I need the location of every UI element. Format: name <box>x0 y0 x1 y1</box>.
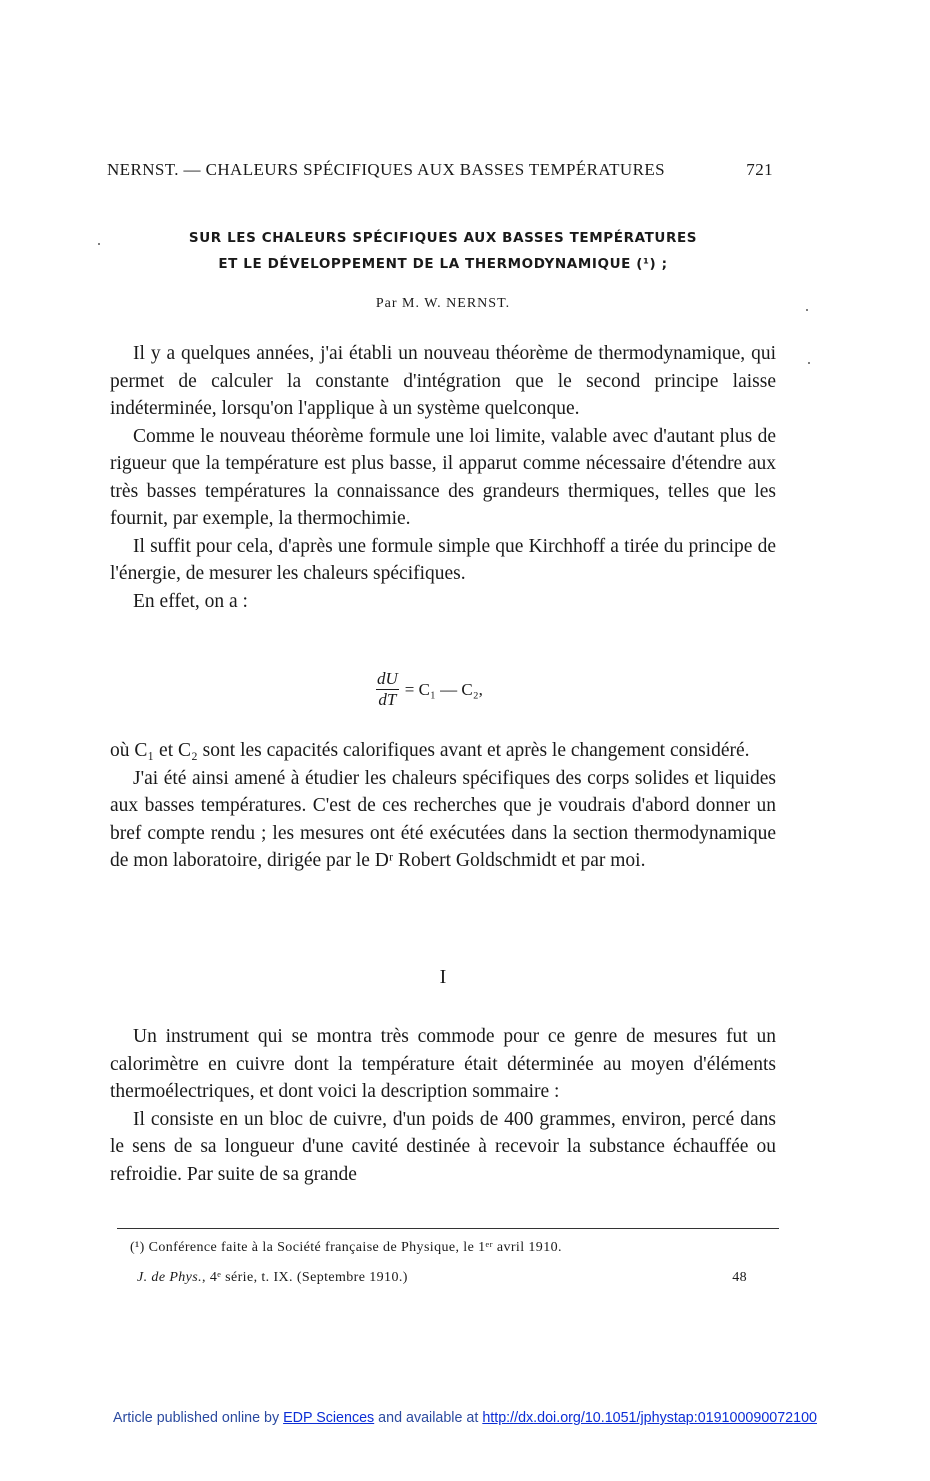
scan-speck <box>98 243 100 245</box>
scan-speck <box>808 362 810 364</box>
intro-paragraphs <box>110 340 776 615</box>
footnote-divider <box>117 1228 779 1229</box>
paragraph: Comme le nouveau théorème formule une loi limite, valable avec d'autant plus de rigueur que la température est plus basse, il apparut comme nécessaire d'étendre aux très basses températures la connaissance des grandeurs thermiques, telles que les fournit, par exemple, la thermochimie. <box>110 425 776 529</box>
journal-details: , 4ᵉ série, t. IX. (Septembre 1910.) <box>202 1270 408 1285</box>
scan-speck <box>806 309 808 311</box>
publisher-link[interactable]: EDP Sciences <box>283 1410 375 1426</box>
journal-name: J. de Phys. <box>137 1270 203 1285</box>
signature-number: 48 <box>732 1270 747 1285</box>
paragraph: Il consiste en un bloc de cuivre, d'un poids de 400 grammes, environ, percé dans le sens de sa longueur d'une cavité destinée à recevoir la substance échauffée ou refroidie. Par suite de sa grande <box>110 1108 776 1185</box>
paragraph: Il suffit pour cela, d'après une formule simple que Kirchhoff a tirée du principe de l'énergie, de mesurer les chaleurs spécifiques. <box>110 535 776 584</box>
running-title: NERNST. — CHALEURS SPÉCIFIQUES AUX BASSES TEMPÉRATURES <box>107 160 665 179</box>
section-heading: I <box>439 966 447 988</box>
article-title-line-1: SUR LES CHALEURS SPÉCIFIQUES AUX BASSES TEMPÉRATURES <box>188 230 698 246</box>
equation-right-side: = C₁ — C₂, <box>404 679 483 699</box>
article-title-line-2: ET LE DÉVELOPPEMENT DE LA THERMODYNAMIQUE (¹) ; <box>218 256 668 272</box>
page-number: 721 <box>746 160 773 179</box>
publication-banner <box>0 1410 930 1426</box>
equation-fraction <box>376 670 399 709</box>
journal-line <box>137 1270 747 1286</box>
paragraph: Il y a quelques années, j'ai établi un nouveau théorème de thermodynamique, qui permet de calculer la constante d'intégration que le second principe laisse indéterminée, lorsqu'on l'applique à un système quelconque. <box>110 343 776 419</box>
footnote: (¹) Conférence faite à la Société française de Physique, le 1ᵉʳ avril 1910. <box>130 1240 562 1255</box>
journal-citation <box>137 1270 408 1286</box>
banner-middle: and available at <box>374 1410 483 1426</box>
paragraph: Un instrument qui se montra très commode pour ce genre de mesures fut un calorimètre en cuivre dont la température était déterminée au moyen d'éléments thermoélectriques, et dont voici la description sommaire : <box>110 1026 776 1102</box>
equation <box>376 670 483 709</box>
banner-prefix: Article published online by <box>113 1410 284 1426</box>
running-head <box>107 160 773 180</box>
author-line: Par M. W. NERNST. <box>375 296 511 311</box>
equation-denominator: dT <box>378 690 397 709</box>
post-equation-paragraphs <box>110 737 776 875</box>
paragraph: En effet, on a : <box>133 590 248 612</box>
paragraph: J'ai été ainsi amené à étudier les chaleurs spécifiques des corps solides et liquides aux basses températures. C'est de ces recherches que je voudrais d'abord donner un bref compte rendu ; les mesures ont été exécutées dans la section thermodynamique de mon laboratoire, dirigée par le Dʳ Robert Goldschmidt et par moi. <box>110 767 776 871</box>
paragraph: où C₁ et C₂ sont les capacités calorifiques avant et après le changement considéré. <box>110 740 750 761</box>
doi-link[interactable]: http://dx.doi.org/10.1051/jphystap:019100090072100 <box>482 1410 817 1426</box>
equation-numerator: dU <box>377 669 398 688</box>
section-paragraphs <box>110 1023 776 1188</box>
